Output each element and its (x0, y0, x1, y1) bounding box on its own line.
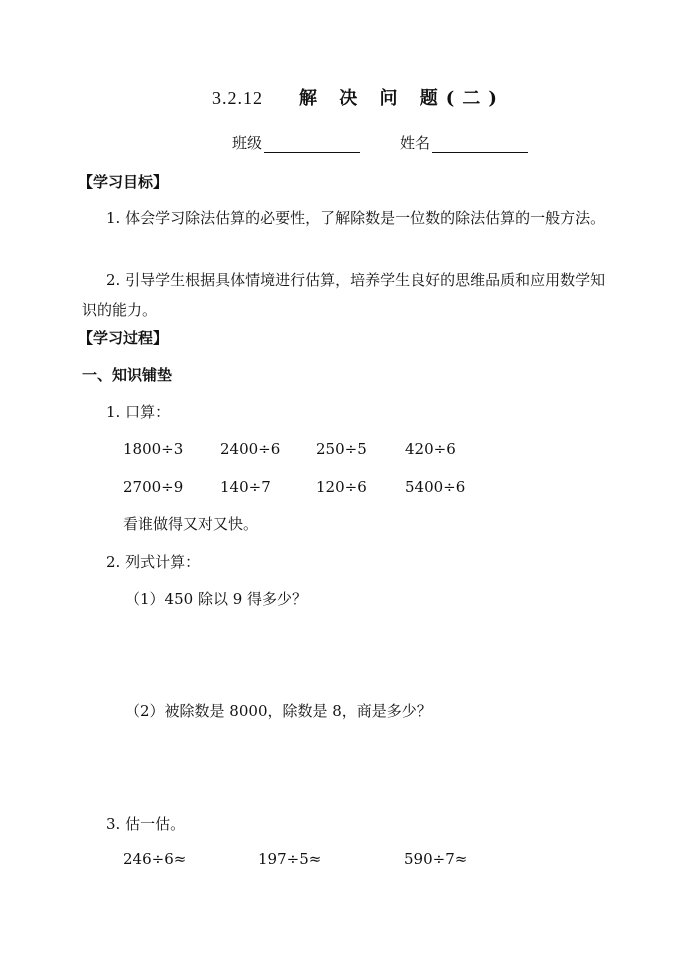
oral-item: 5400÷6 (405, 478, 466, 496)
lesson-title: 解 决 问 题(二) (299, 88, 505, 109)
goal-item-2: 2. 引导学生根据具体情境进行估算，培养学生良好的思维品质和应用数学知识的能力。 (82, 271, 606, 319)
oral-item: 2700÷9 (123, 478, 184, 496)
oral-item: 250÷5 (316, 440, 367, 458)
q2-label: 2. 列式计算： (106, 553, 201, 571)
process-heading: 【学习过程】 (78, 329, 169, 347)
oral-item: 2400÷6 (220, 440, 281, 458)
class-field (232, 133, 360, 153)
goal-item-1: 1. 体会学习除法估算的必要性，了解除数是一位数的除法估算的一般方法。 (106, 209, 606, 227)
estimate-item: 197÷5≈ (258, 850, 322, 868)
q1-label: 1. 口算： (106, 403, 171, 421)
oral-item: 420÷6 (405, 440, 456, 458)
q2-part-b: （2）被除数是 8000，除数是 8，商是多少？ (125, 702, 432, 720)
name-field (400, 133, 528, 153)
section-heading-1: 一、知识铺垫 (82, 366, 173, 384)
class-label: 班级 (232, 134, 263, 152)
lesson-number: 3.2.12 (212, 88, 263, 108)
goals-heading: 【学习目标】 (78, 173, 169, 191)
oral-item: 140÷7 (220, 478, 271, 496)
class-blank[interactable] (264, 138, 360, 153)
estimate-item: 246÷6≈ (123, 850, 187, 868)
q3-label: 3. 估一估。 (106, 815, 186, 833)
name-blank[interactable] (432, 138, 528, 153)
q2-part-a: （1）450 除以 9 得多少？ (125, 590, 308, 608)
oral-item: 120÷6 (316, 478, 367, 496)
oral-item: 1800÷3 (123, 440, 184, 458)
oral-note: 看谁做得又对又快。 (123, 515, 259, 533)
name-label: 姓名 (400, 134, 431, 152)
estimate-item: 590÷7≈ (404, 850, 468, 868)
page-title (212, 88, 505, 109)
